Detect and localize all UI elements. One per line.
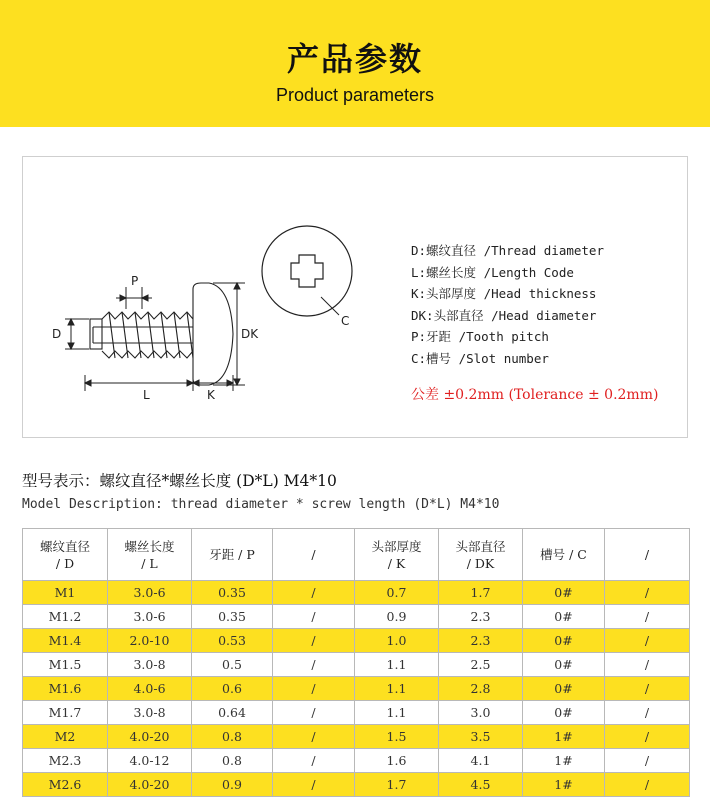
legend-item: D:螺纹直径 /Thread diameter — [411, 243, 604, 258]
table-row — [23, 581, 690, 605]
table-cell: 0.5 — [192, 653, 273, 677]
table-cell: 2.0-10 — [108, 629, 192, 653]
dimension-dk — [213, 283, 259, 385]
screw-head-top-view — [262, 226, 352, 328]
header-line: / — [311, 547, 316, 562]
label-l: L — [143, 388, 150, 402]
table-cell: / — [273, 773, 355, 797]
table-cell: 1.1 — [355, 677, 439, 701]
label-d: D — [52, 327, 62, 341]
label-c: C — [341, 314, 350, 328]
label-dk: DK — [241, 327, 259, 341]
table-cell: 0.7 — [355, 581, 439, 605]
table-cell: 0.9 — [192, 773, 273, 797]
header-line: 螺纹直径 — [39, 538, 90, 554]
table-cell: 4.0-20 — [108, 725, 192, 749]
table-cell: 0.35 — [192, 581, 273, 605]
header-line: / K — [387, 555, 406, 571]
table-cell: 0# — [523, 701, 605, 725]
table-cell: 0.35 — [192, 605, 273, 629]
table-cell: M1 — [23, 581, 108, 605]
table-cell: / — [605, 629, 690, 653]
table-cell: 1.7 — [439, 581, 523, 605]
header-head-diameter — [439, 529, 523, 581]
table-row — [23, 701, 690, 725]
legend-item: P:牙距 /Tooth pitch — [411, 329, 549, 345]
legend-item: DK:头部直径 /Head diameter — [411, 307, 597, 323]
table-cell: / — [605, 581, 690, 605]
table-cell: 1# — [523, 725, 605, 749]
table-cell: 2.8 — [439, 677, 523, 701]
table-cell: 4.1 — [439, 749, 523, 773]
legend-item: C:槽号 /Slot number — [411, 350, 549, 366]
table-cell: 2.3 — [439, 605, 523, 629]
parameter-table-wrapper — [22, 528, 689, 797]
header-line: 牙距 / P — [209, 547, 255, 562]
table-cell: 0.9 — [355, 605, 439, 629]
table-cell: 0# — [523, 581, 605, 605]
table-cell: / — [273, 629, 355, 653]
table-cell: 3.5 — [439, 725, 523, 749]
dimension-p — [116, 274, 152, 309]
table-cell: / — [605, 749, 690, 773]
header-head-thickness — [355, 529, 439, 581]
table-cell: / — [605, 725, 690, 749]
table-row — [23, 725, 690, 749]
header-slot-number — [523, 529, 605, 581]
model-description-en: Model Description: thread diameter * screw length (D*L) M4*10 — [22, 497, 500, 512]
table-cell: M1.5 — [23, 653, 108, 677]
table-cell: 0.8 — [192, 725, 273, 749]
table-row — [23, 677, 690, 701]
table-cell: 1.0 — [355, 629, 439, 653]
header-line: / DK — [466, 555, 495, 571]
table-cell: 4.0-20 — [108, 773, 192, 797]
model-description-cn: 型号表示：螺纹直径*螺丝长度 (D*L) M4*10 — [22, 472, 337, 490]
header-line: 头部直径 — [455, 538, 506, 554]
label-p: P — [131, 274, 139, 288]
table-cell: 3.0-6 — [108, 581, 192, 605]
table-cell: 4.0-12 — [108, 749, 192, 773]
table-cell: 1.1 — [355, 653, 439, 677]
table-cell: / — [273, 653, 355, 677]
legend-item: K:头部厚度 /Head thickness — [411, 286, 597, 302]
table-cell: 4.0-6 — [108, 677, 192, 701]
header-line: 头部厚度 — [371, 538, 422, 554]
table-cell: M1.2 — [23, 605, 108, 629]
tolerance-note: 公差 ±0.2mm (Tolerance ± 0.2mm) — [411, 387, 659, 403]
header-tooth-pitch — [192, 529, 273, 581]
table-cell: 3.0-6 — [108, 605, 192, 629]
table-cell: 1.7 — [355, 773, 439, 797]
table-cell: / — [605, 653, 690, 677]
legend-item: L:螺丝长度 /Length Code — [411, 264, 574, 280]
header-line: 槽号 / C — [540, 547, 587, 562]
table-cell: / — [273, 581, 355, 605]
table-cell: 0# — [523, 677, 605, 701]
dimension-l-k — [85, 375, 233, 402]
header-banner — [0, 0, 710, 127]
header-screw-length — [108, 529, 192, 581]
table-cell: M2.6 — [23, 773, 108, 797]
table-cell: M2.3 — [23, 749, 108, 773]
table-cell: 1# — [523, 773, 605, 797]
table-row — [23, 629, 690, 653]
table-cell: 1.1 — [355, 701, 439, 725]
page-title: 产品参数 — [286, 40, 423, 78]
table-row — [23, 605, 690, 629]
table-cell: M2 — [23, 725, 108, 749]
table-cell: 3.0-8 — [108, 701, 192, 725]
table-cell: / — [273, 749, 355, 773]
header-line: / D — [55, 555, 75, 571]
table-cell: / — [605, 773, 690, 797]
table-cell: 0# — [523, 629, 605, 653]
parameter-table — [22, 528, 690, 797]
table-cell: / — [273, 725, 355, 749]
table-row — [23, 773, 690, 797]
table-cell: 1# — [523, 749, 605, 773]
table-cell: / — [605, 701, 690, 725]
header-line: / L — [141, 555, 158, 571]
parameter-legend — [411, 240, 604, 370]
table-body — [23, 581, 690, 797]
header-blank-2 — [605, 529, 690, 581]
label-k: K — [207, 388, 215, 402]
table-cell: 0.64 — [192, 701, 273, 725]
table-cell: 0# — [523, 653, 605, 677]
header-blank-1 — [273, 529, 355, 581]
table-cell: 3.0-8 — [108, 653, 192, 677]
table-header-row — [23, 529, 690, 581]
table-cell: / — [273, 701, 355, 725]
table-row — [23, 749, 690, 773]
dimension-d — [52, 319, 89, 349]
table-cell: 3.0 — [439, 701, 523, 725]
table-cell: 1.5 — [355, 725, 439, 749]
table-cell: 0.8 — [192, 749, 273, 773]
table-cell: / — [605, 677, 690, 701]
header-thread-diameter — [23, 529, 108, 581]
screw-diagram-panel — [22, 156, 688, 438]
table-cell: 0.53 — [192, 629, 273, 653]
table-cell: 0.6 — [192, 677, 273, 701]
table-cell: / — [273, 677, 355, 701]
table-cell: M1.6 — [23, 677, 108, 701]
header-line: 螺丝长度 — [124, 538, 175, 554]
table-cell: 4.5 — [439, 773, 523, 797]
table-row — [23, 653, 690, 677]
screw-side-view — [90, 283, 233, 385]
table-cell: / — [605, 605, 690, 629]
table-cell: 1.6 — [355, 749, 439, 773]
header-line: / — [644, 547, 650, 562]
table-cell: M1.7 — [23, 701, 108, 725]
table-cell: 2.5 — [439, 653, 523, 677]
table-cell: 0# — [523, 605, 605, 629]
table-cell: 2.3 — [439, 629, 523, 653]
page-subtitle: Product parameters — [275, 85, 435, 105]
table-cell: / — [273, 605, 355, 629]
table-cell: M1.4 — [23, 629, 108, 653]
